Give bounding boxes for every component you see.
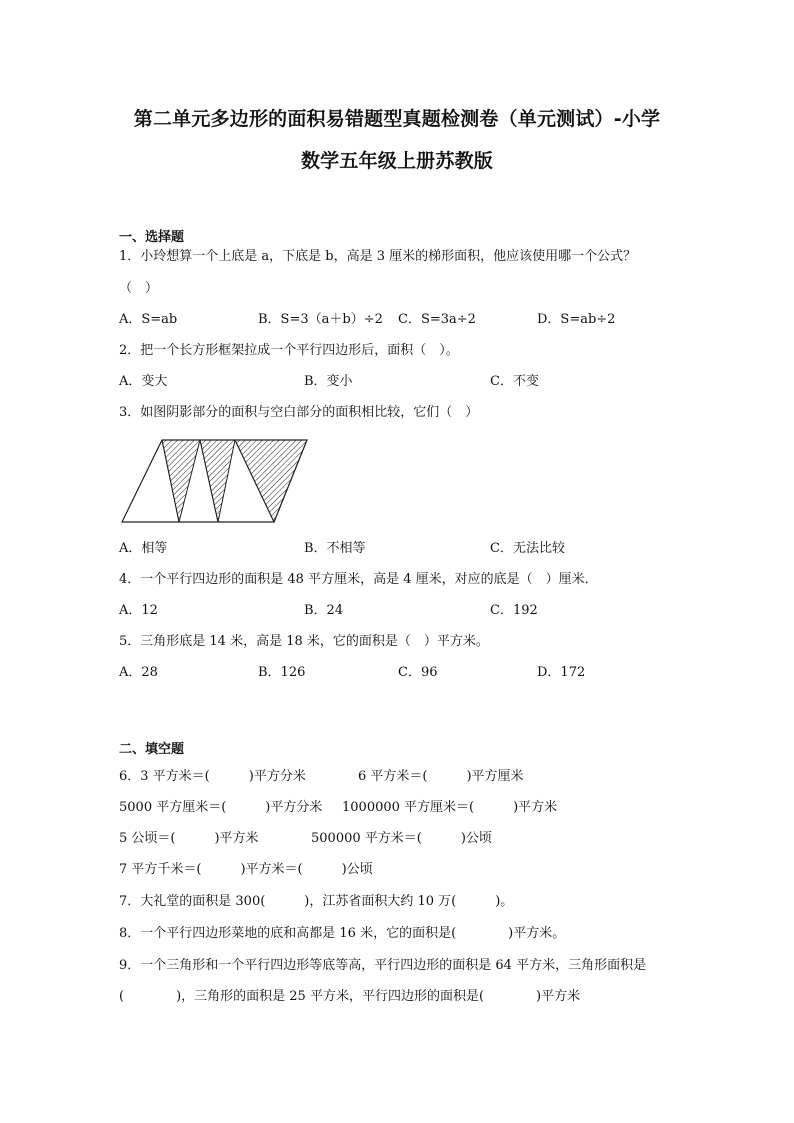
page-title-line-2: 数学五年级上册苏教版 [300,150,493,172]
question-5-text: 5．三角形底是 14 米，高是 18 米，它的面积是（ ）平方米。 [119,634,489,649]
shaded-triangle-3 [235,440,307,522]
question-1-option-d: D．S=ab÷2 [537,312,616,327]
question-6-line-2b: 1000000 平方厘米＝( )平方米 [342,800,558,815]
page-title-line-1: 第二单元多边形的面积易错题型真题检测卷（单元测试）-小学 [133,108,661,130]
question-4-option-a: A．12 [119,603,158,618]
question-6-line-3a: 5 公顷＝( )平方米 [119,831,259,846]
question-1-paren: （ ） [119,281,159,296]
question-3-option-a: A．相等 [119,541,168,556]
question-3-text: 3．如图阴影部分的面积与空白部分的面积相比较，它们（ ） [119,405,479,420]
question-2-option-b: B．变小 [304,374,353,389]
question-9-line-2: ( )，三角形的面积是 25 平方米，平行四边形的面积是( )平方米 [119,989,581,1004]
question-6-line-1a: 6．3 平方米＝( )平方分米 [119,769,306,784]
question-1-option-b: B．S=3（a＋b）÷2 [258,312,383,327]
question-1-text: 1．小玲想算一个上底是 a，下底是 b，高是 3 厘米的梯形面积，他应该使用哪一个公式？ [119,249,637,264]
question-5-option-d: D．172 [537,665,586,680]
question-5-option-a: A．28 [119,665,158,680]
question-8-text: 8．一个平行四边形菜地的底和高都是 16 米，它的面积是( )平方米。 [119,926,566,941]
question-3-option-b: B．不相等 [304,541,366,556]
question-9-line-1: 9．一个三角形和一个平行四边形等底等高，平行四边形的面积是 64 平方米，三角形面积是 [119,958,647,973]
question-6-line-3b: 500000 平方米＝( )公顷 [311,831,492,846]
shaded-triangle-2 [200,440,235,522]
question-2-text: 2．把一个长方形框架拉成一个平行四边形后，面积（ ）。 [119,343,459,358]
question-6-line-1b: 6 平方米＝( )平方厘米 [358,769,524,784]
question-7-text: 7．大礼堂的面积是 300( )，江苏省面积大约 10 万( )。 [119,894,514,909]
question-6-line-4: 7 平方千米＝( )平方米＝( )公顷 [119,862,373,877]
parallelogram-figure [119,436,311,528]
question-4-text: 4．一个平行四边形的面积是 48 平方厘米，高是 4 厘米，对应的底是（ ）厘米． [119,572,598,587]
question-3-option-c: C．无法比较 [490,541,565,556]
section-heading-choice: 一、选择题 [119,230,185,245]
question-1-option-c: C．S=3a÷2 [398,312,476,327]
shaded-triangle-1 [162,440,200,522]
question-5-option-b: B．126 [258,665,306,680]
section-heading-fill: 二、填空题 [119,742,185,757]
question-2-option-c: C．不变 [490,374,539,389]
question-4-option-b: B．24 [304,603,344,618]
question-6-line-2a: 5000 平方厘米＝( )平方分米 [119,800,323,815]
question-4-option-c: C．192 [490,603,538,618]
question-5-option-c: C．96 [398,665,438,680]
question-1-option-a: A．S=ab [119,312,178,327]
question-2-option-a: A．变大 [119,374,168,389]
